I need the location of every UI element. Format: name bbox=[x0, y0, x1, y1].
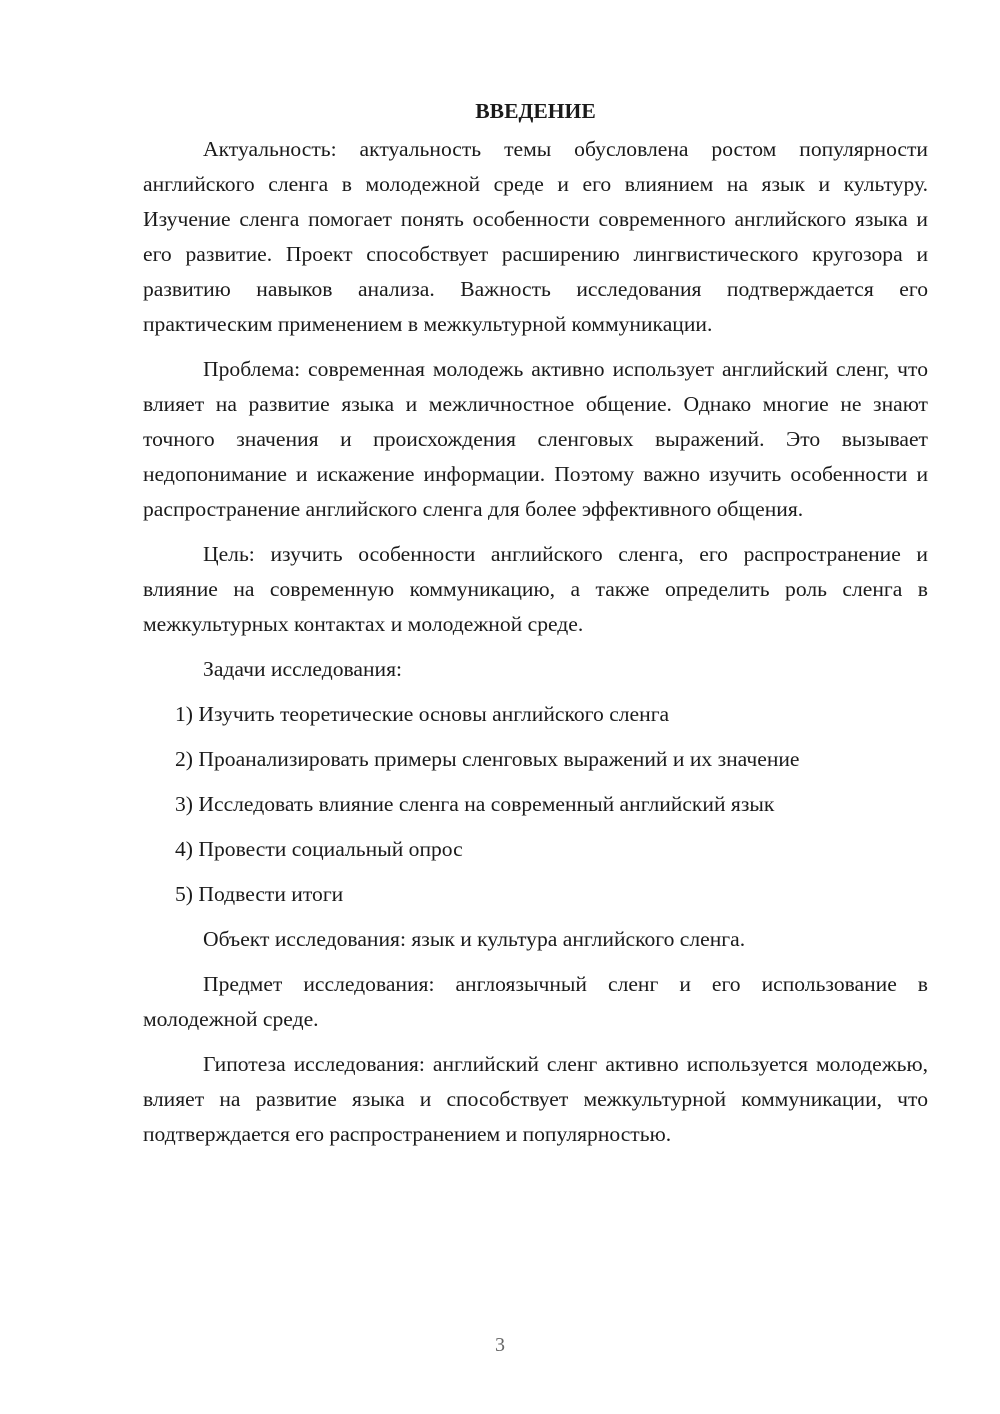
paragraph-hypothesis: Гипотеза исследования: английский сленг активно используется молодежью, влияет на развитие языка и способствует межкультурной коммуникации, что подтверждается его распространением и популярностью. bbox=[143, 1052, 928, 1146]
section-title: ВВЕДЕНИЕ bbox=[475, 99, 596, 123]
task-item: 1) Изучить теоретические основы английского сленга bbox=[175, 702, 670, 726]
paragraph-subject: Предмет исследования: англоязычный сленг и его использование в молодежной среде. bbox=[143, 972, 928, 1031]
document-page bbox=[143, 96, 928, 1162]
paragraph-goal: Цель: изучить особенности английского сленга, его распространение и влияние на современную коммуникацию, а также определить роль сленга в межкультурных контактах и молодежной среде. bbox=[143, 542, 928, 636]
tasks-list bbox=[143, 697, 928, 912]
page-number: 3 bbox=[495, 1334, 505, 1356]
paragraph-relevance: Актуальность: актуальность темы обусловлена ростом популярности английского сленга в молодежной среде и его влиянием на язык и культуру. Изучение сленга помогает понять особенности современного английского языка и его развитие. Проект способствует расширению лингвистического кругозора и развитию навыков анализа. Важность исследования подтверждается его практическим применением в межкультурной коммуникации. bbox=[143, 137, 928, 336]
paragraph-problem: Проблема: современная молодежь активно использует английский сленг, что влияет на развитие языка и межличностное общение. Однако многие не знают точного значения и происхождения сленговых выражений. Это вызывает недопонимание и искажение информации. Поэтому важно изучить особенности и распространение английского сленга для более эффективного общения. bbox=[143, 357, 928, 521]
task-item: 5) Подвести итоги bbox=[175, 882, 344, 906]
task-item: 2) Проанализировать примеры сленговых выражений и их значение bbox=[175, 747, 800, 771]
task-item: 3) Исследовать влияние сленга на современный английский язык bbox=[175, 792, 775, 816]
tasks-heading: Задачи исследования: bbox=[203, 657, 403, 681]
paragraph-object: Объект исследования: язык и культура английского сленга. bbox=[203, 927, 746, 951]
task-item: 4) Провести социальный опрос bbox=[175, 837, 463, 861]
